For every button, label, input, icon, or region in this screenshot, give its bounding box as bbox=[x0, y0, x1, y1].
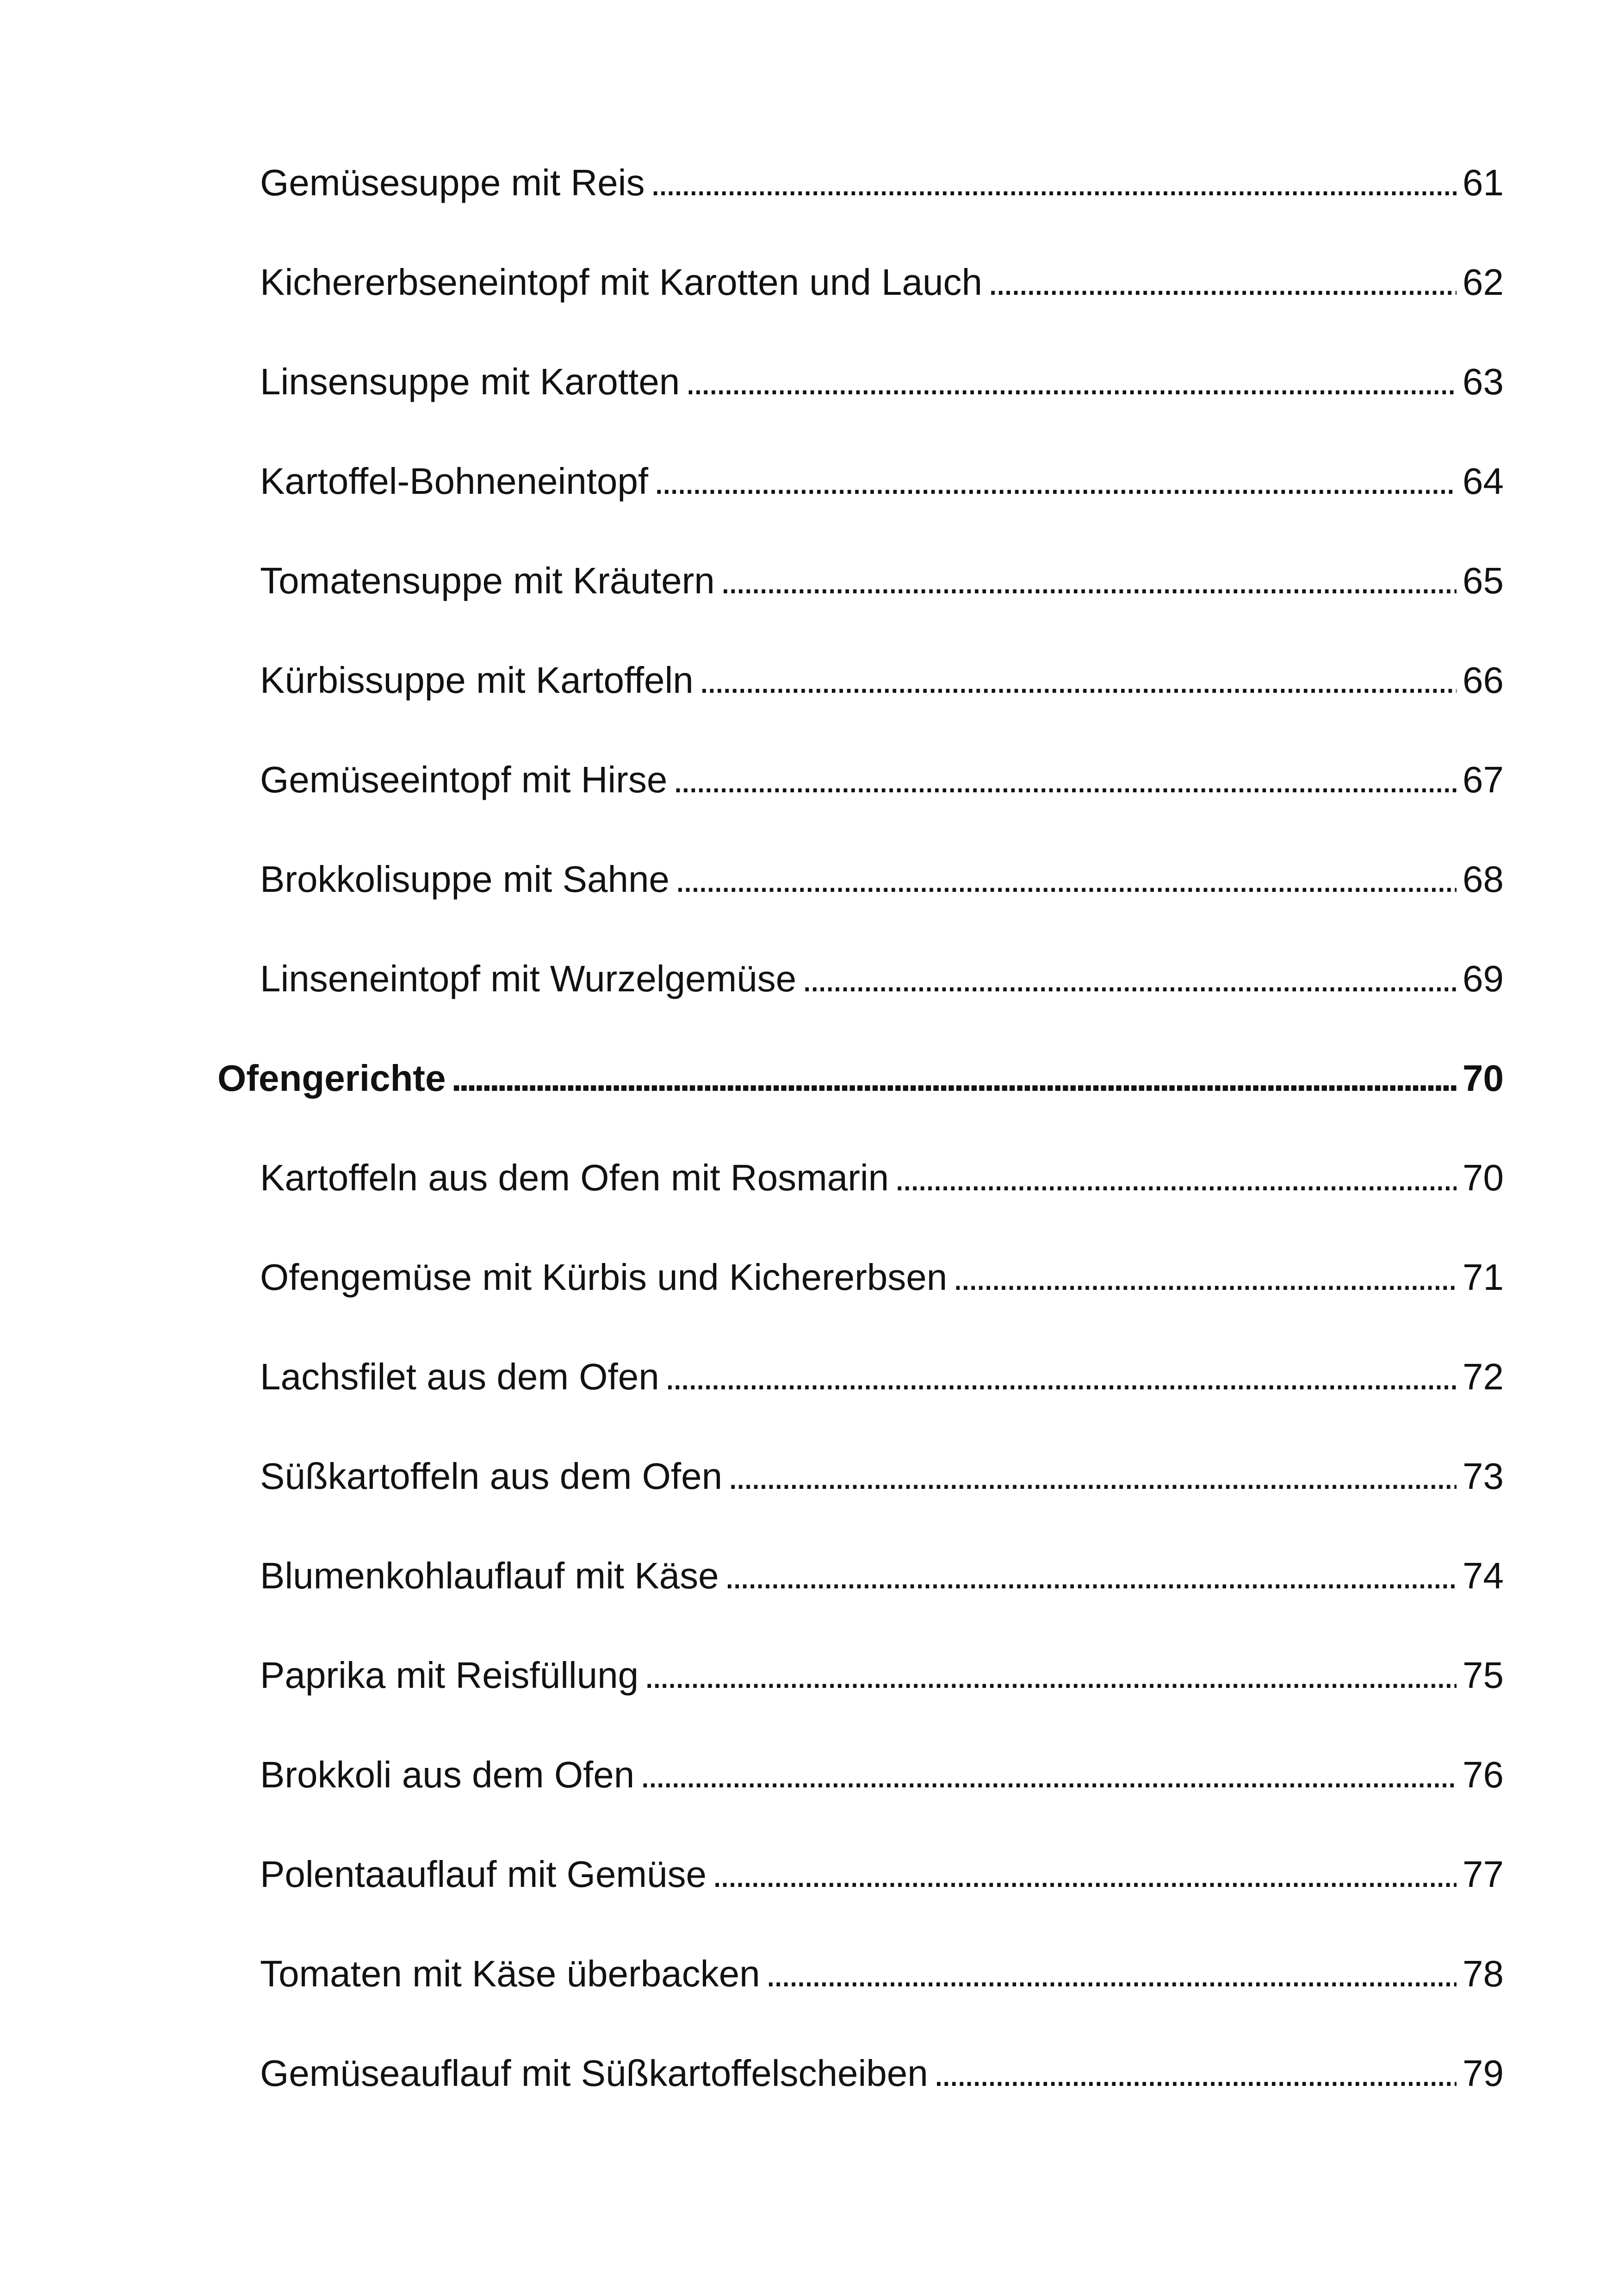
toc-entry-title: Lachsfilet aus dem Ofen bbox=[260, 1356, 659, 1397]
toc-section-page: 70 bbox=[1463, 1058, 1504, 1099]
toc-entry-page: 62 bbox=[1463, 261, 1504, 303]
toc-entry-page: 70 bbox=[1463, 1157, 1504, 1198]
toc-entry-page: 64 bbox=[1463, 460, 1504, 502]
dot-leader bbox=[673, 754, 1457, 805]
toc-entry-title: Brokkolisuppe mit Sahne bbox=[260, 859, 670, 900]
toc-entry-title: Kichererbseneintopf mit Karotten und Lauch bbox=[260, 261, 982, 303]
toc-section-heading[interactable] bbox=[217, 1053, 1504, 1104]
toc-entry-page: 76 bbox=[1463, 1754, 1504, 1795]
dot-leader bbox=[802, 953, 1457, 1004]
toc-entry[interactable] bbox=[260, 1550, 1504, 1601]
toc-entry-title: Linsensuppe mit Karotten bbox=[260, 361, 680, 402]
toc-entry[interactable] bbox=[260, 157, 1504, 208]
toc-entry[interactable] bbox=[260, 1252, 1504, 1303]
toc-entry[interactable] bbox=[260, 655, 1504, 706]
dot-leader bbox=[650, 157, 1457, 208]
toc-entry-page: 63 bbox=[1463, 361, 1504, 402]
dot-leader bbox=[988, 257, 1457, 308]
toc-entry-page: 74 bbox=[1463, 1555, 1504, 1596]
toc-entry[interactable] bbox=[260, 854, 1504, 905]
toc-entry[interactable] bbox=[260, 1351, 1504, 1402]
toc-entry-page: 61 bbox=[1463, 162, 1504, 203]
toc-entry-title: Blumenkohlauflauf mit Käse bbox=[260, 1555, 719, 1596]
toc-section-title: Ofengerichte bbox=[217, 1058, 446, 1099]
dot-leader bbox=[712, 1849, 1457, 1900]
toc-entry-title: Gemüseauflauf mit Süßkartoffelscheiben bbox=[260, 2053, 928, 2094]
toc-entry-title: Gemüseeintopf mit Hirse bbox=[260, 759, 668, 800]
toc-entry-title: Kartoffeln aus dem Ofen mit Rosmarin bbox=[260, 1157, 889, 1198]
toc-entry[interactable] bbox=[260, 555, 1504, 606]
toc-entry[interactable] bbox=[260, 1849, 1504, 1900]
toc-entry-title: Polentaauflauf mit Gemüse bbox=[260, 1854, 707, 1895]
toc-entry-title: Kartoffel-Bohneneintopf bbox=[260, 460, 649, 502]
dot-leader bbox=[675, 854, 1457, 905]
toc-entry-title: Tomaten mit Käse überbacken bbox=[260, 1953, 760, 1994]
toc-entry-title: Süßkartoffeln aus dem Ofen bbox=[260, 1456, 723, 1497]
dot-leader bbox=[685, 356, 1457, 407]
dot-leader bbox=[451, 1053, 1457, 1104]
dot-leader bbox=[720, 555, 1457, 606]
toc-entry-title: Kürbissuppe mit Kartoffeln bbox=[260, 660, 694, 701]
toc-entry-title: Paprika mit Reisfüllung bbox=[260, 1655, 639, 1696]
dot-leader bbox=[953, 1252, 1457, 1303]
dot-leader bbox=[644, 1650, 1457, 1701]
dot-leader bbox=[725, 1550, 1457, 1601]
toc-entry-page: 79 bbox=[1463, 2053, 1504, 2094]
toc-entry-page: 65 bbox=[1463, 560, 1504, 601]
toc-entry-page: 77 bbox=[1463, 1854, 1504, 1895]
toc-entry-page: 73 bbox=[1463, 1456, 1504, 1497]
dot-leader bbox=[640, 1749, 1457, 1800]
dot-leader bbox=[766, 1948, 1457, 1999]
toc-entry[interactable] bbox=[260, 953, 1504, 1004]
dot-leader bbox=[665, 1351, 1457, 1402]
toc-entry-page: 68 bbox=[1463, 859, 1504, 900]
toc-entry-page: 69 bbox=[1463, 958, 1504, 999]
toc-entry[interactable] bbox=[260, 1749, 1504, 1800]
toc-entry-page: 75 bbox=[1463, 1655, 1504, 1696]
toc-entry[interactable] bbox=[260, 456, 1504, 507]
toc-entry-title: Brokkoli aus dem Ofen bbox=[260, 1754, 635, 1795]
toc-entry[interactable] bbox=[260, 1152, 1504, 1203]
dot-leader bbox=[728, 1451, 1457, 1502]
toc-entry-title: Linseneintopf mit Wurzelgemüse bbox=[260, 958, 797, 999]
dot-leader bbox=[654, 456, 1457, 507]
toc-entry[interactable] bbox=[260, 1451, 1504, 1502]
toc-entry-page: 67 bbox=[1463, 759, 1504, 800]
toc-entry-title: Gemüsesuppe mit Reis bbox=[260, 162, 645, 203]
toc-entry-title: Tomatensuppe mit Kräutern bbox=[260, 560, 715, 601]
toc-entry-page: 71 bbox=[1463, 1257, 1504, 1298]
toc-entry[interactable] bbox=[260, 356, 1504, 407]
toc-entry[interactable] bbox=[260, 754, 1504, 805]
toc-entry-page: 66 bbox=[1463, 660, 1504, 701]
toc-entry[interactable] bbox=[260, 257, 1504, 308]
dot-leader bbox=[699, 655, 1457, 706]
toc-entry[interactable] bbox=[260, 1650, 1504, 1701]
toc-entry[interactable] bbox=[260, 1948, 1504, 1999]
toc-entry-page: 72 bbox=[1463, 1356, 1504, 1397]
toc-entry-page: 78 bbox=[1463, 1953, 1504, 1994]
dot-leader bbox=[894, 1152, 1457, 1203]
toc-entry-title: Ofengemüse mit Kürbis und Kichererbsen bbox=[260, 1257, 948, 1298]
toc-entry[interactable] bbox=[260, 2048, 1504, 2099]
dot-leader bbox=[934, 2048, 1457, 2099]
